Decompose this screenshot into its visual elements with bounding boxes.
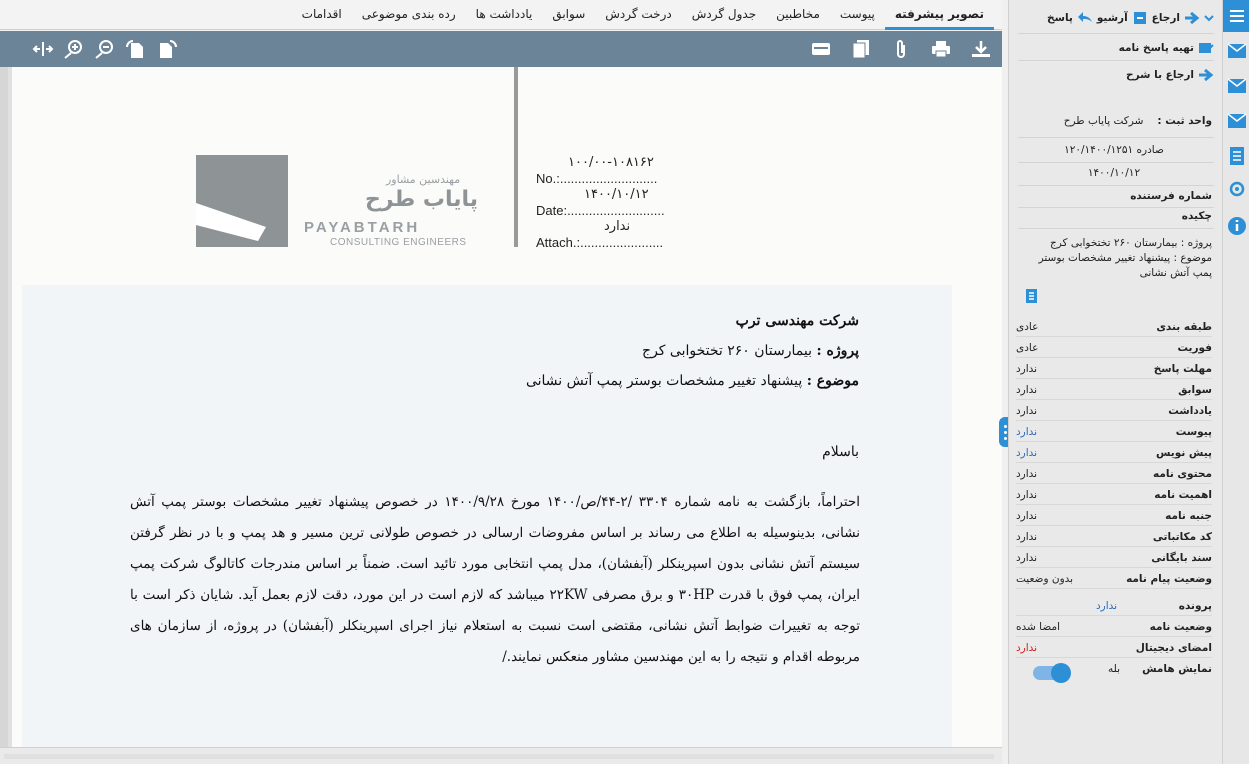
field-value: عادی	[1016, 341, 1039, 354]
attach-icon[interactable]	[890, 39, 912, 59]
company-logo	[196, 155, 288, 247]
field-row	[1016, 422, 1212, 442]
side-icon-bar	[1222, 0, 1249, 764]
refer-with-comment-row[interactable]	[1126, 66, 1214, 84]
field-label: سند بایگانی	[1151, 551, 1212, 564]
field-label: مهلت پاسخ	[1153, 362, 1212, 375]
prepare-reply-button[interactable]: تهیه پاسخ نامه	[1118, 42, 1194, 54]
logo-title-en: PAYABTARH	[304, 219, 421, 236]
mail-icon[interactable]	[1227, 110, 1247, 132]
archive-button[interactable]: آرشیو	[1096, 12, 1128, 24]
top-actions	[1047, 9, 1214, 27]
show-margin-row: نمایش هامش بله	[1108, 663, 1212, 675]
abstract-label: چکیده	[1181, 210, 1212, 222]
field-value: ندارد	[1016, 362, 1038, 375]
letter-greeting: باسلام	[822, 444, 859, 460]
field-label: طبقه بندی	[1156, 320, 1212, 333]
field-label: یادداشت	[1168, 404, 1212, 417]
field-row	[1016, 485, 1212, 505]
tab-history[interactable]: سوابق	[552, 6, 586, 21]
field-row	[1016, 569, 1212, 589]
reply-icon[interactable]	[1077, 11, 1093, 25]
file-value[interactable]: ندارد	[1096, 599, 1118, 612]
inbox-icon[interactable]	[1227, 40, 1247, 62]
field-label: جنبه نامه	[1165, 509, 1212, 522]
letter-subject: موضوع : پیشنهاد تغییر مشخصات بوستر پمپ آتش نشانی	[525, 373, 859, 389]
info-icon[interactable]	[1227, 215, 1247, 237]
field-value: ندارد	[1016, 530, 1038, 543]
refer-button[interactable]: ارجاع	[1151, 12, 1180, 24]
refer-comment-icon	[1198, 68, 1214, 82]
field-row	[1016, 338, 1212, 358]
scanner-icon[interactable]	[810, 39, 832, 59]
document-icon[interactable]	[1025, 288, 1039, 304]
abstract-text: پروژه : بیمارستان ۲۶۰ تختخوابی کرج موضوع : پیشنهاد تغییر مشخصات بوستر پمپ آتش نشانی	[1038, 237, 1212, 279]
field-label: اهمیت نامه	[1154, 488, 1212, 501]
fit-width-icon[interactable]	[32, 39, 54, 59]
field-label: وضعیت پیام نامه	[1126, 572, 1212, 585]
letter-project: پروژه : بیمارستان ۲۶۰ تختخوابی کرج	[642, 343, 859, 359]
refer-icon[interactable]	[1184, 11, 1200, 25]
field-label: فوریت	[1177, 341, 1212, 354]
field-value: ندارد	[1016, 509, 1038, 522]
rotate-right-icon[interactable]	[156, 39, 178, 59]
folder-list-icon[interactable]	[1227, 145, 1247, 167]
zoom-out-icon[interactable]	[94, 39, 116, 59]
field-value[interactable]: ندارد	[1016, 425, 1038, 438]
letter-status-row: وضعیت نامه امضا شده	[1016, 617, 1212, 637]
tab-bar	[0, 0, 1002, 30]
letter-info-panel	[1008, 0, 1222, 764]
field-value: عادی	[1016, 320, 1039, 333]
download-icon[interactable]	[970, 39, 992, 59]
field-row	[1016, 506, 1212, 526]
field-row	[1016, 401, 1212, 421]
field-row	[1016, 380, 1212, 400]
page-edge	[8, 67, 12, 747]
document-viewer[interactable]	[0, 67, 1002, 747]
field-label: سوابق	[1178, 383, 1212, 396]
field-value: ندارد	[1016, 404, 1038, 417]
field-value: ندارد	[1016, 551, 1038, 564]
zoom-in-icon[interactable]	[63, 39, 85, 59]
letter-body: احتراماً، بازگشت به نامه شماره ۳۳۰۴ /۲-۴۴/ص/۱۴۰۰ مورخ ۱۴۰۰/۹/۲۸ در خصوص پیشنهاد تغییر مشخصات بوستر پمپ آتش نشانی، بدینوسیله به اطلاع می رساند بر اساس مفروضات ارسالی در خصوص طولانی ترین مسیر و هد پمپ و با در نظر گرفتن سیستم آتش نشانی بدون اسپرینکلر (آبفشان)، مدل پمپ انتخابی مورد تائید است. ضمناً بر اساس مندرجات کاتالوگ شرکت پمپ ایران، پمپ فوق با قدرت ۳۰HP و برق مصرفی ۲۲KW میباشد که لازم است در این مورد، دقت لازم بعمل آید. شایان ذکر است با توجه به تغییرات ضوابط آتش نشانی، مقتضی است نسبت به استعلام نیاز اجرای اسپرینکلر (آبفشان) در پروژه، از سازمان های مربوطه اقدام و نتیجه را به این مهندسین مشاور منعکس نمایند./	[130, 494, 861, 665]
field-label: پیوست	[1175, 425, 1212, 438]
digital-sign-row: امضای دیجیتال ندارد	[1016, 638, 1212, 658]
tab-flow-table[interactable]: جدول گردش	[691, 6, 757, 21]
sent-icon[interactable]	[1227, 75, 1247, 97]
field-value: ندارد	[1016, 467, 1038, 480]
tab-flow-tree[interactable]: درخت گردش	[605, 6, 672, 21]
field-row	[1016, 317, 1212, 337]
letter-date-value: ۱۴۰۰/۱۰/۱۲	[584, 187, 649, 202]
field-value: ندارد	[1016, 383, 1038, 396]
letter-attach-label: Attach.:.......................	[536, 235, 664, 250]
chevron-down-icon[interactable]	[1204, 13, 1214, 23]
prepare-reply-row[interactable]	[1119, 39, 1214, 57]
rotate-left-icon[interactable]	[125, 39, 147, 59]
tab-topic-classification[interactable]: رده بندی موضوعی	[361, 6, 456, 21]
menu-icon[interactable]	[1223, 0, 1249, 32]
logo-subtitle-en: CONSULTING ENGINEERS	[330, 237, 467, 248]
tab-actions[interactable]: اقدامات	[301, 6, 342, 21]
letter-number-label: No.:...........................	[536, 171, 658, 186]
letter-recipient: شرکت مهندسی ترپ	[735, 313, 859, 329]
letter-attach-value: ندارد	[604, 219, 631, 234]
letter-date-label: Date:...........................	[536, 203, 665, 218]
registration-unit: واحد ثبت : شرکت پایاب طرح	[1063, 115, 1212, 127]
archive-icon[interactable]	[1132, 11, 1148, 25]
field-row	[1016, 464, 1212, 484]
user-settings-icon[interactable]	[1227, 180, 1247, 202]
field-value: ندارد	[1016, 488, 1038, 501]
issued-number: صادره ۱۲۰/۱۴۰۰/۱۲۵۱	[1064, 144, 1164, 156]
field-row	[1016, 548, 1212, 568]
letter-number-value: ۱۰۰/۰۰-۱۰۸۱۶۲	[568, 155, 654, 170]
tab-contacts[interactable]: مخاطبین	[776, 6, 820, 21]
reply-button[interactable]: پاسخ	[1047, 12, 1073, 24]
field-row	[1016, 359, 1212, 379]
print-icon[interactable]	[930, 39, 952, 59]
copy-icon[interactable]	[850, 39, 872, 59]
logo-subtitle-fa: مهندسین مشاور	[386, 173, 461, 186]
field-label: پیش نویس	[1155, 446, 1212, 459]
field-value[interactable]: ندارد	[1016, 446, 1038, 459]
field-value: بدون وضعیت	[1016, 572, 1074, 585]
viewer-toolbar	[0, 31, 1002, 67]
prepare-reply-icon	[1198, 41, 1214, 55]
show-margin-toggle[interactable]	[1033, 666, 1069, 680]
refer-with-comment-button[interactable]: ارجاع با شرح	[1126, 69, 1194, 81]
tab-attachment[interactable]: پیوست	[839, 6, 875, 21]
sender-number-label: شماره فرستنده	[1130, 190, 1212, 202]
issued-date: ۱۴۰۰/۱۰/۱۲	[1087, 167, 1141, 179]
tab-advanced-image[interactable]: تصویر پیشرفته	[885, 0, 994, 30]
field-label: کد مکاتباتی	[1152, 530, 1212, 543]
logo-title-fa: پایاب طرح	[365, 187, 479, 212]
horizontal-scrollbar[interactable]	[0, 747, 1002, 764]
file-row: پرونده ندارد	[1016, 596, 1212, 616]
letter-page	[8, 67, 1002, 747]
field-row	[1016, 443, 1212, 463]
field-label: محتوی نامه	[1153, 467, 1212, 480]
tab-notes[interactable]: یادداشت ها	[475, 6, 533, 21]
header-divider	[514, 67, 518, 247]
field-row	[1016, 527, 1212, 547]
